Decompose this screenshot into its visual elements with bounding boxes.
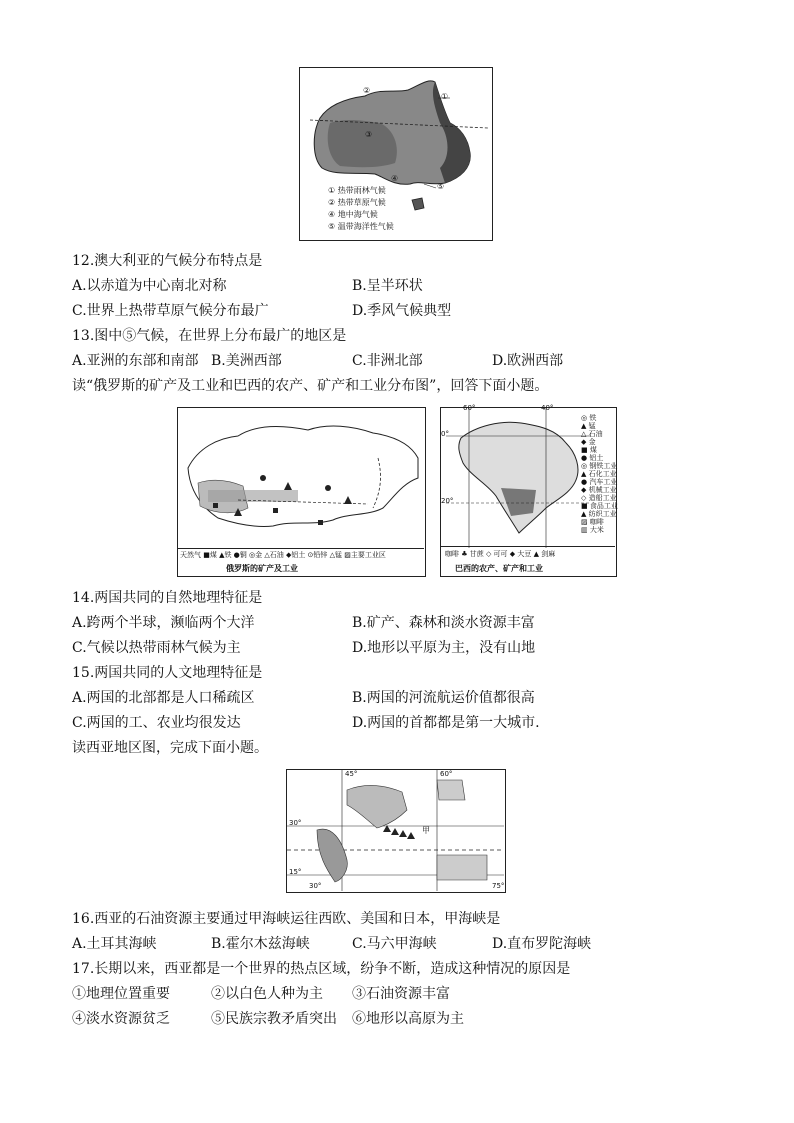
brazil-map-caption: 巴西的农产、矿产和工业 <box>455 564 543 573</box>
russia-map-graphic <box>178 408 424 575</box>
brazil-legend-bottom: 咖啡 ♣ 甘蔗 ◇ 可可 ◆ 大豆 ▲ 剑麻 <box>445 550 556 558</box>
q16-option-b: B.霍尔木兹海峡 <box>211 936 310 952</box>
q17-item-1: ①地理位置重要 <box>72 986 170 1002</box>
q17-stem: 17.长期以来，西亚都是一个世界的热点区域，纷争不断，造成这种情况的原因是 <box>72 961 571 977</box>
q16-option-a: A.土耳其海峡 <box>72 936 157 952</box>
russia-mineral-industry-map <box>177 407 426 577</box>
legend-item-2: ② 热带草原气候 <box>328 198 386 207</box>
q17-item-3: ③石油资源丰富 <box>352 986 450 1002</box>
brazil-legend-item: ◆ 金 <box>581 438 596 446</box>
q13-option-b: B.美洲西部 <box>211 353 282 369</box>
q17-item-5: ⑤民族宗教矛盾突出 <box>211 1011 337 1027</box>
brazil-legend-item: ■ 煤 <box>581 446 597 454</box>
brazil-lon-60: 60° <box>463 404 476 412</box>
marker-3: ③ <box>365 130 373 139</box>
q16-option-c: C.马六甲海峡 <box>352 936 437 952</box>
intro-west-asia: 读西亚地区图，完成下面小题。 <box>72 740 268 756</box>
q13-option-a: A.亚洲的东部和南部 <box>72 353 199 369</box>
q15-option-c: C.两国的工、农业均很发达 <box>72 715 241 731</box>
q16-option-d: D.直布罗陀海峡 <box>492 936 592 952</box>
q13-option-c: C.非洲北部 <box>352 353 423 369</box>
brazil-legend-item: ◎ 钢铁工业 <box>581 462 618 470</box>
legend-item-1: ① 热带雨林气候 <box>328 186 386 195</box>
q12-option-c: C.世界上热带草原气候分布最广 <box>72 303 269 319</box>
wa-lat-30: 30° <box>289 819 302 827</box>
q12-stem: 12.澳大利亚的气候分布特点是 <box>72 253 263 269</box>
q12-option-d: D.季风气候典型 <box>352 303 452 319</box>
brazil-lat-20: 20° <box>441 497 454 505</box>
wa-lon-45: 45° <box>345 770 358 778</box>
brazil-agri-mineral-industry-map <box>440 404 618 577</box>
brazil-legend-item: ▥ 大米 <box>581 526 604 534</box>
brazil-legend-item: ▨ 咖啡 <box>581 518 604 526</box>
q13-option-d: D.欧洲西部 <box>492 353 564 369</box>
brazil-legend-item: ▲ 锰 <box>581 422 596 430</box>
brazil-legend-item: ▲ 石化工业 <box>581 470 617 478</box>
brazil-legend-item: ◆ 机械工业 <box>581 486 617 494</box>
wa-lon-60: 60° <box>440 770 453 778</box>
q13-stem: 13.图中⑤气候，在世界上分布最广的地区是 <box>72 328 347 344</box>
q15-option-b: B.两国的河流航运价值都很高 <box>352 690 535 706</box>
russia-legend: 天然气 ■煤 ▲铁 ●铜 ◎金 △石油 ◆铝土 ⊙铅锌 △锰 ▨主要工业区 <box>180 551 386 559</box>
west-asia-map-graphic <box>287 770 504 891</box>
brazil-legend-item: ■ 食品工业 <box>581 502 618 510</box>
brazil-lon-40: 40° <box>541 404 554 412</box>
wa-lon-30: 30° <box>309 882 322 890</box>
q12-option-b: B.呈半环状 <box>352 278 423 294</box>
brazil-legend-item: △ 石油 <box>581 430 603 438</box>
australia-climate-map <box>299 67 493 241</box>
q14-stem: 14.两国共同的自然地理特征是 <box>72 590 263 606</box>
legend-item-3: ④ 地中海气候 <box>328 210 378 219</box>
brazil-lat-0: 0° <box>441 430 449 438</box>
marker-2: ② <box>363 86 371 95</box>
west-asia-map <box>286 769 506 893</box>
q15-option-a: A.两国的北部都是人口稀疏区 <box>72 690 255 706</box>
brazil-legend-item: ◇ 造船工业 <box>581 494 617 502</box>
q15-stem: 15.两国共同的人文地理特征是 <box>72 665 263 681</box>
marker-1: ① <box>441 92 449 101</box>
q14-option-d: D.地形以平原为主，没有山地 <box>352 640 536 656</box>
brazil-legend-item: ▲ 纺织工业 <box>581 510 617 518</box>
wa-lat-15: 15° <box>289 868 302 876</box>
brazil-legend-item: ◎ 铁 <box>581 414 597 422</box>
brazil-legend-item: ● 汽车工业 <box>581 478 618 486</box>
legend-item-4: ⑤ 温带海洋性气候 <box>328 222 394 231</box>
intro-russia-brazil: 读“俄罗斯的矿产及工业和巴西的农产、矿产和工业分布图”，回答下面小题。 <box>72 378 549 394</box>
russia-map-caption: 俄罗斯的矿产及工业 <box>226 564 298 573</box>
q14-option-c: C.气候以热带雨林气候为主 <box>72 640 241 656</box>
q12-option-a: A.以赤道为中心南北对称 <box>72 278 227 294</box>
q15-option-d: D.两国的首都都是第一大城市. <box>352 715 540 731</box>
q17-item-4: ④淡水资源贫乏 <box>72 1011 170 1027</box>
q14-option-b: B.矿产、森林和淡水资源丰富 <box>352 615 535 631</box>
brazil-legend-item: ● 铝土 <box>581 454 604 462</box>
q14-option-a: A.跨两个半球，濒临两个大洋 <box>72 615 255 631</box>
marker-5: ⑤ <box>437 182 445 191</box>
marker-4: ④ <box>391 174 399 183</box>
q16-stem: 16.西亚的石油资源主要通过甲海峡运往西欧、美国和日本，甲海峡是 <box>72 911 501 927</box>
wa-lon-75: 75° <box>492 882 505 890</box>
q17-item-6: ⑥地形以高原为主 <box>352 1011 464 1027</box>
wa-strait-jia: 甲 <box>422 826 430 835</box>
q17-item-2: ②以白色人种为主 <box>211 986 323 1002</box>
